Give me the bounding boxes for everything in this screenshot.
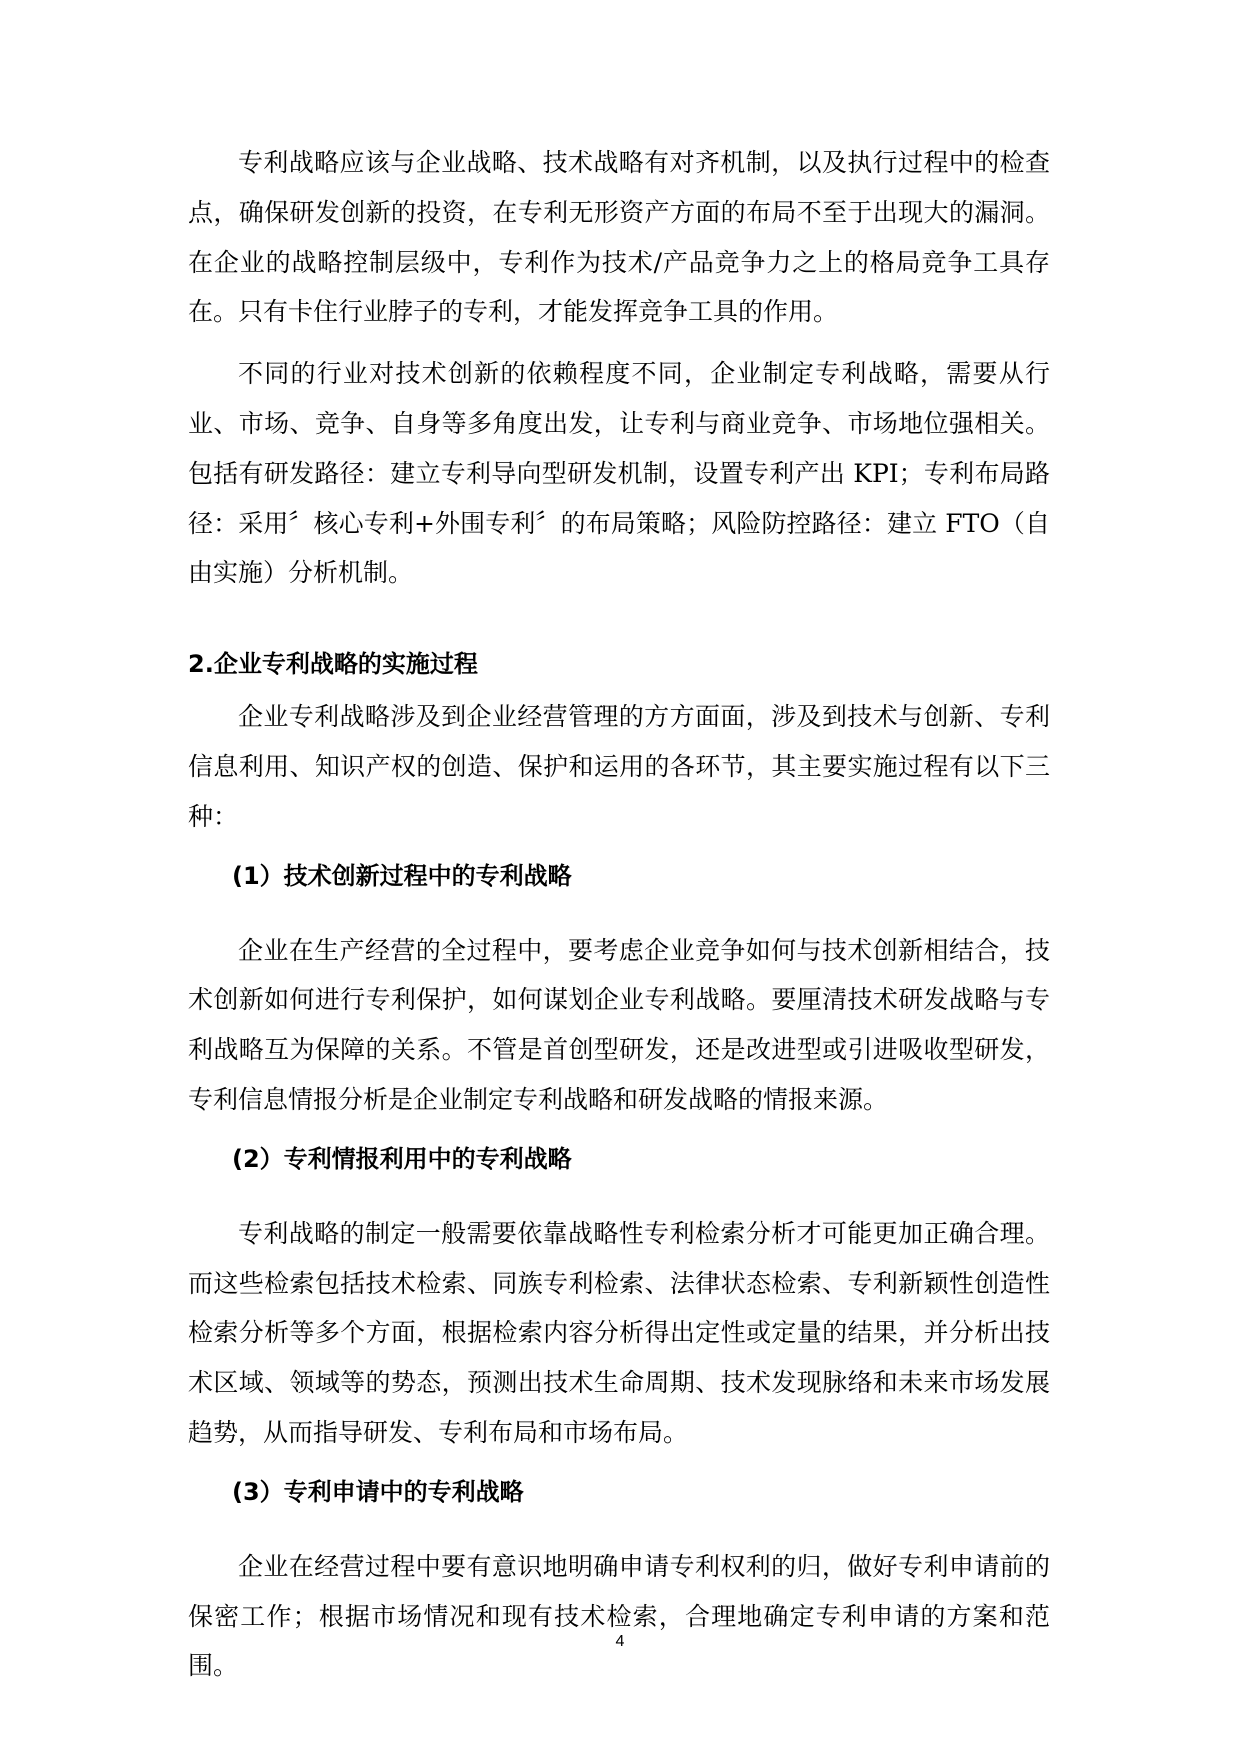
- section-heading-implementation: 2.企业专利战略的实施过程: [188, 650, 478, 679]
- subheading-tech-innovation: (1）技术创新过程中的专利战略: [232, 861, 572, 890]
- paragraph-patent-application: 企业在经营过程中要有意识地明确申请专利权利的归，做好专利申请前的保密工作；根据市场情况和现有技术检索，合理地确定专利申请的方案和范围。: [188, 1551, 1050, 1681]
- document-body: [188, 138, 1050, 1691]
- subheading-patent-intelligence: (2）专利情报利用中的专利战略: [232, 1144, 572, 1173]
- paragraph-strategy-alignment: 专利战略应该与企业战略、技术战略有对齐机制，以及执行过程中的检查点，确保研发创新的投资，在专利无形资产方面的布局不至于出现大的漏洞。在企业的战略控制层级中，专利作为技术/产品竞争力之上的格局竞争工具存在。只有卡住行业脖子的专利，才能发挥竞争工具的作用。: [188, 148, 1050, 327]
- subheading-patent-application: (3）专利申请中的专利战略: [232, 1477, 524, 1506]
- paragraph-tech-innovation: 企业在生产经营的全过程中，要考虑企业竞争如何与技术创新相结合，技术创新如何进行专利保护，如何谋划企业专利战略。要厘清技术研发战略与专利战略互为保障的关系。不管是首创型研发，还是改进型或引进吸收型研发，专利信息情报分析是企业制定专利战略和研发战略的情报来源。: [188, 935, 1050, 1114]
- paragraph-implementation-intro: 企业专利战略涉及到企业经营管理的方方面面，涉及到技术与创新、专利信息利用、知识产权的创造、保护和运用的各环节，其主要实施过程有以下三种：: [188, 702, 1050, 831]
- page-number: 4: [615, 1633, 625, 1650]
- paragraph-patent-intelligence: 专利战略的制定一般需要依靠战略性专利检索分析才可能更加正确合理。而这些检索包括技术检索、同族专利检索、法律状态检索、专利新颖性创造性检索分析等多个方面，根据检索内容分析得出定性或定量的结果，并分析出技术区域、领域等的势态，预测出技术生命周期、技术发现脉络和未来市场发展趋势，从而指导研发、专利布局和市场布局。: [188, 1218, 1050, 1447]
- paragraph-industry-dependence: 不同的行业对技术创新的依赖程度不同，企业制定专利战略，需要从行业、市场、竞争、自身等多角度出发，让专利与商业竞争、市场地位强相关。包括有研发路径：建立专利导向型研发机制，设置专利产出 KPI；专利布局路径：采用〞核心专利+外围专利〞的布局策略；风险防控路径：建立 FTO（自由实施）分析机制。: [188, 359, 1050, 588]
